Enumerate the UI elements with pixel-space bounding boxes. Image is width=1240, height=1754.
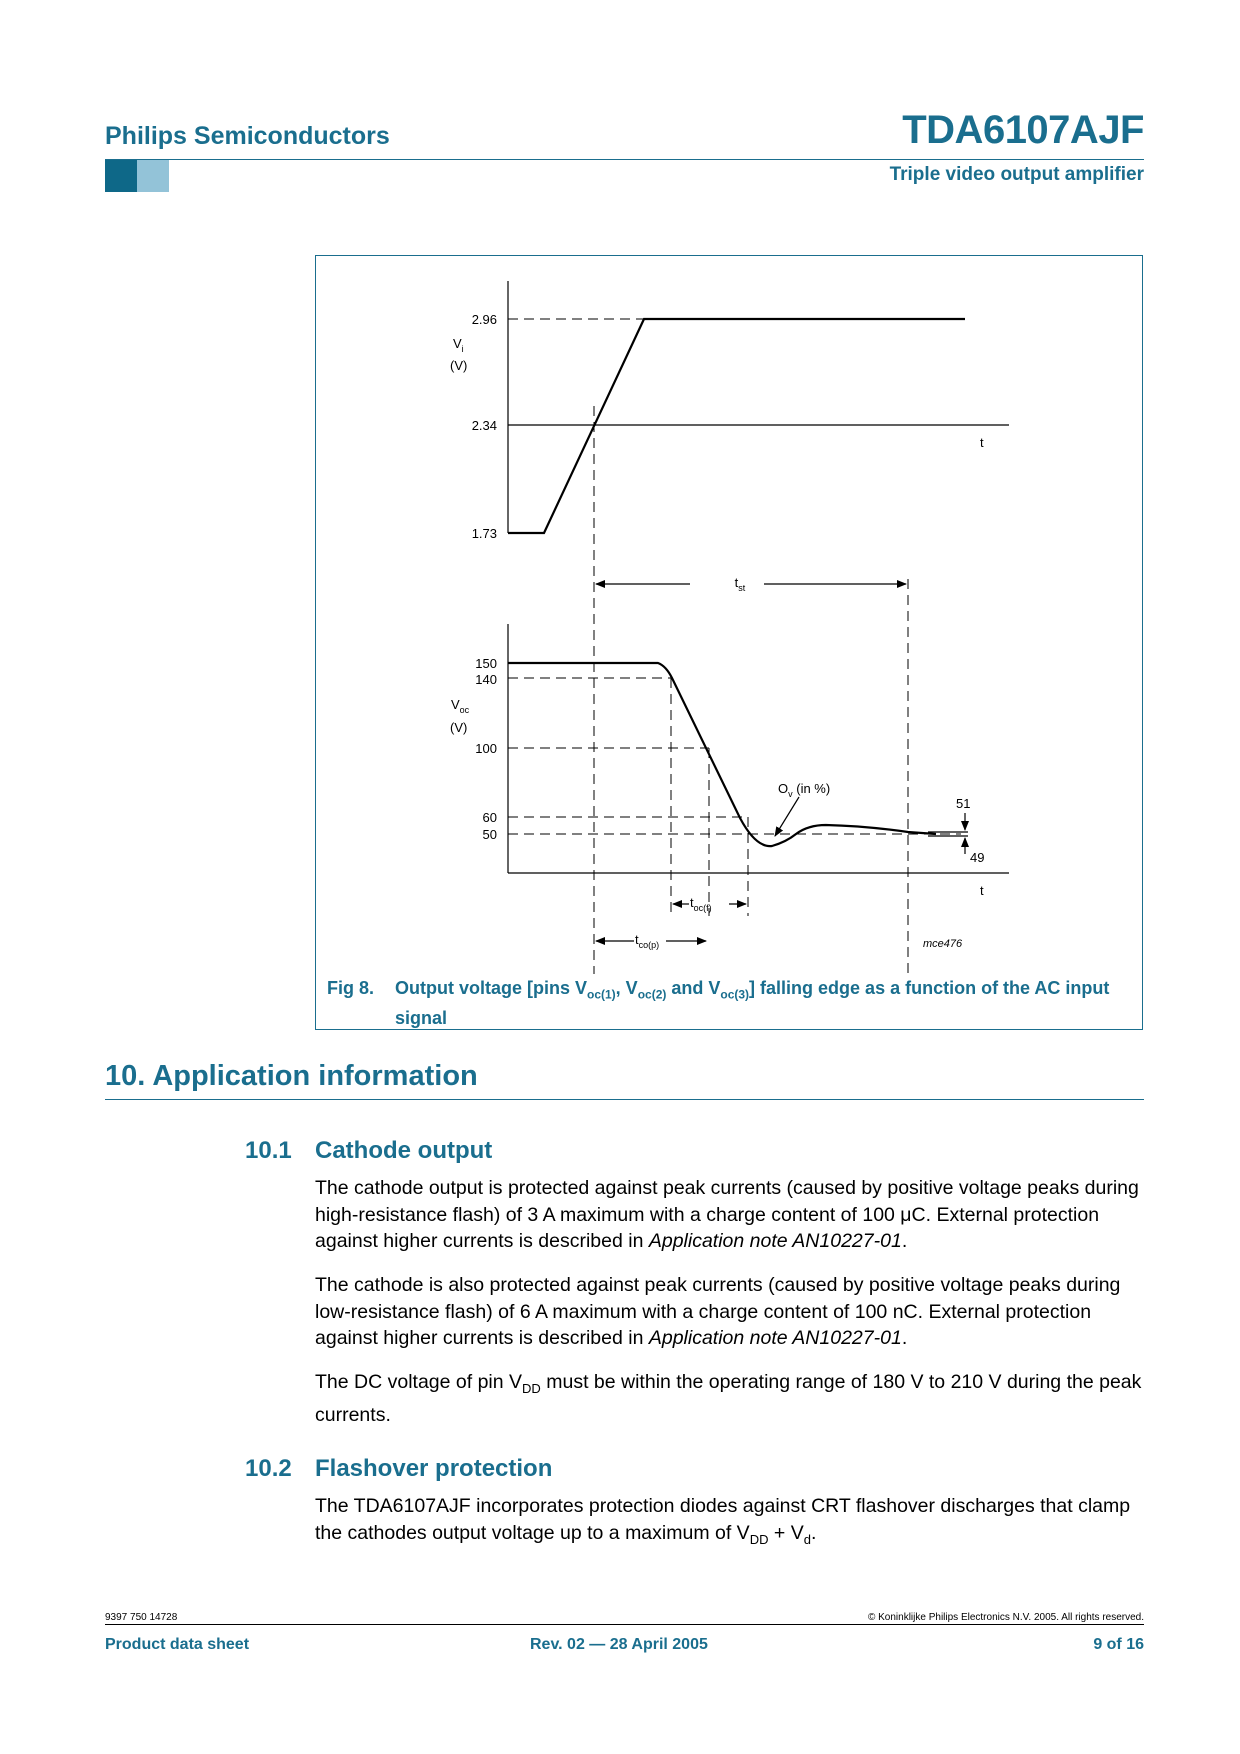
waveform-diagram xyxy=(316,256,1142,976)
output-waveform xyxy=(508,663,936,846)
copyright: © Koninklijke Philips Electronics N.V. 2005. All rights reserved. xyxy=(867,1612,1144,1623)
section-10-2-heading: 10.2 Flashover protection xyxy=(245,1455,553,1482)
bottom-x-label: t xyxy=(980,883,984,898)
input-waveform xyxy=(508,319,965,533)
product-title: TDA6107AJF xyxy=(902,108,1144,152)
paragraph-cathode-3: The DC voltage of pin $V_{DD}$ must be within the operating range of 180 V to 210 V during the peak currents. xyxy=(315,1371,1142,1427)
doc-type: Product data sheet xyxy=(105,1636,250,1653)
section-10-heading: 10. Application information xyxy=(105,1060,478,1092)
bottom-dashed-lines xyxy=(508,678,961,916)
value-51: 51 xyxy=(956,796,971,811)
ov-pointer xyxy=(775,797,799,836)
tco-label: $t_{co(p)}$ xyxy=(635,932,660,950)
figure-box xyxy=(315,255,1143,1030)
toc-label: $t_{oc(f)}$ xyxy=(690,895,712,913)
tick-60: 60 xyxy=(482,810,497,825)
value-49: 49 xyxy=(970,850,985,865)
logo-square-light xyxy=(137,160,169,192)
tick-2-34: 2.34 xyxy=(471,418,497,433)
tick-50: 50 xyxy=(482,827,497,842)
paragraph-flashover: The TDA6107AJF incorporates protection diodes against CRT flashover discharges that clamp the cathodes output voltage up to a maximum of $V_{DD} + V_d$. xyxy=(315,1495,1131,1547)
footer-rule xyxy=(105,1624,1144,1625)
tst-label: $t_{st}$ xyxy=(734,575,746,593)
bottom-y-unit: (V) xyxy=(450,720,468,735)
figure-code: mce476 xyxy=(923,938,963,950)
top-y-unit: (V) xyxy=(450,358,468,373)
ov-label: $O_v$ (in %) xyxy=(778,781,831,799)
tick-1-73: 1.73 xyxy=(471,526,497,541)
paragraph-cathode-1: The cathode output is protected against peak currents (caused by positive voltage peaks during high-resistance flash) of 3 A maximum with a charge content of 100 μC. External protection against higher currents is described in Application note AN10227-01. xyxy=(315,1177,1139,1252)
top-x-label: t xyxy=(980,435,984,450)
company-name: Philips Semiconductors xyxy=(105,122,390,150)
logo-square-dark xyxy=(105,160,137,192)
bottom-y-label: $V_{oc}$ xyxy=(451,697,470,715)
product-subtitle: Triple video output amplifier xyxy=(889,164,1144,185)
tick-2-96: 2.96 xyxy=(471,312,497,327)
section-10-1-heading: 10.1 Cathode output xyxy=(245,1137,493,1164)
figure-caption-text: Output voltage [pins $V_{oc(1)}$, $V_{oc(2)}$ and $V_{oc(3)}$] falling edge as a function of the AC input signal xyxy=(395,978,1110,1028)
paragraph-cathode-2: The cathode is also protected against peak currents (caused by positive voltage peaks during low-resistance flash) of 6 A maximum with a charge content of 100 nC. External protection against higher currents is described in Application note AN10227-01. xyxy=(315,1274,1121,1349)
tick-140: 140 xyxy=(475,672,497,687)
top-dashed-lines xyxy=(508,319,908,974)
revision: Rev. 02 — 28 April 2005 xyxy=(530,1636,708,1653)
page-number: 9 of 16 xyxy=(1093,1636,1144,1653)
tick-150: 150 xyxy=(475,656,497,671)
section-rule xyxy=(105,1099,1144,1100)
doc-number: 9397 750 14728 xyxy=(105,1612,178,1623)
tick-100: 100 xyxy=(475,741,497,756)
top-y-label: $V_i$ xyxy=(453,336,464,354)
header-rule xyxy=(105,159,1144,160)
figure-label: Fig 8. xyxy=(327,978,375,998)
